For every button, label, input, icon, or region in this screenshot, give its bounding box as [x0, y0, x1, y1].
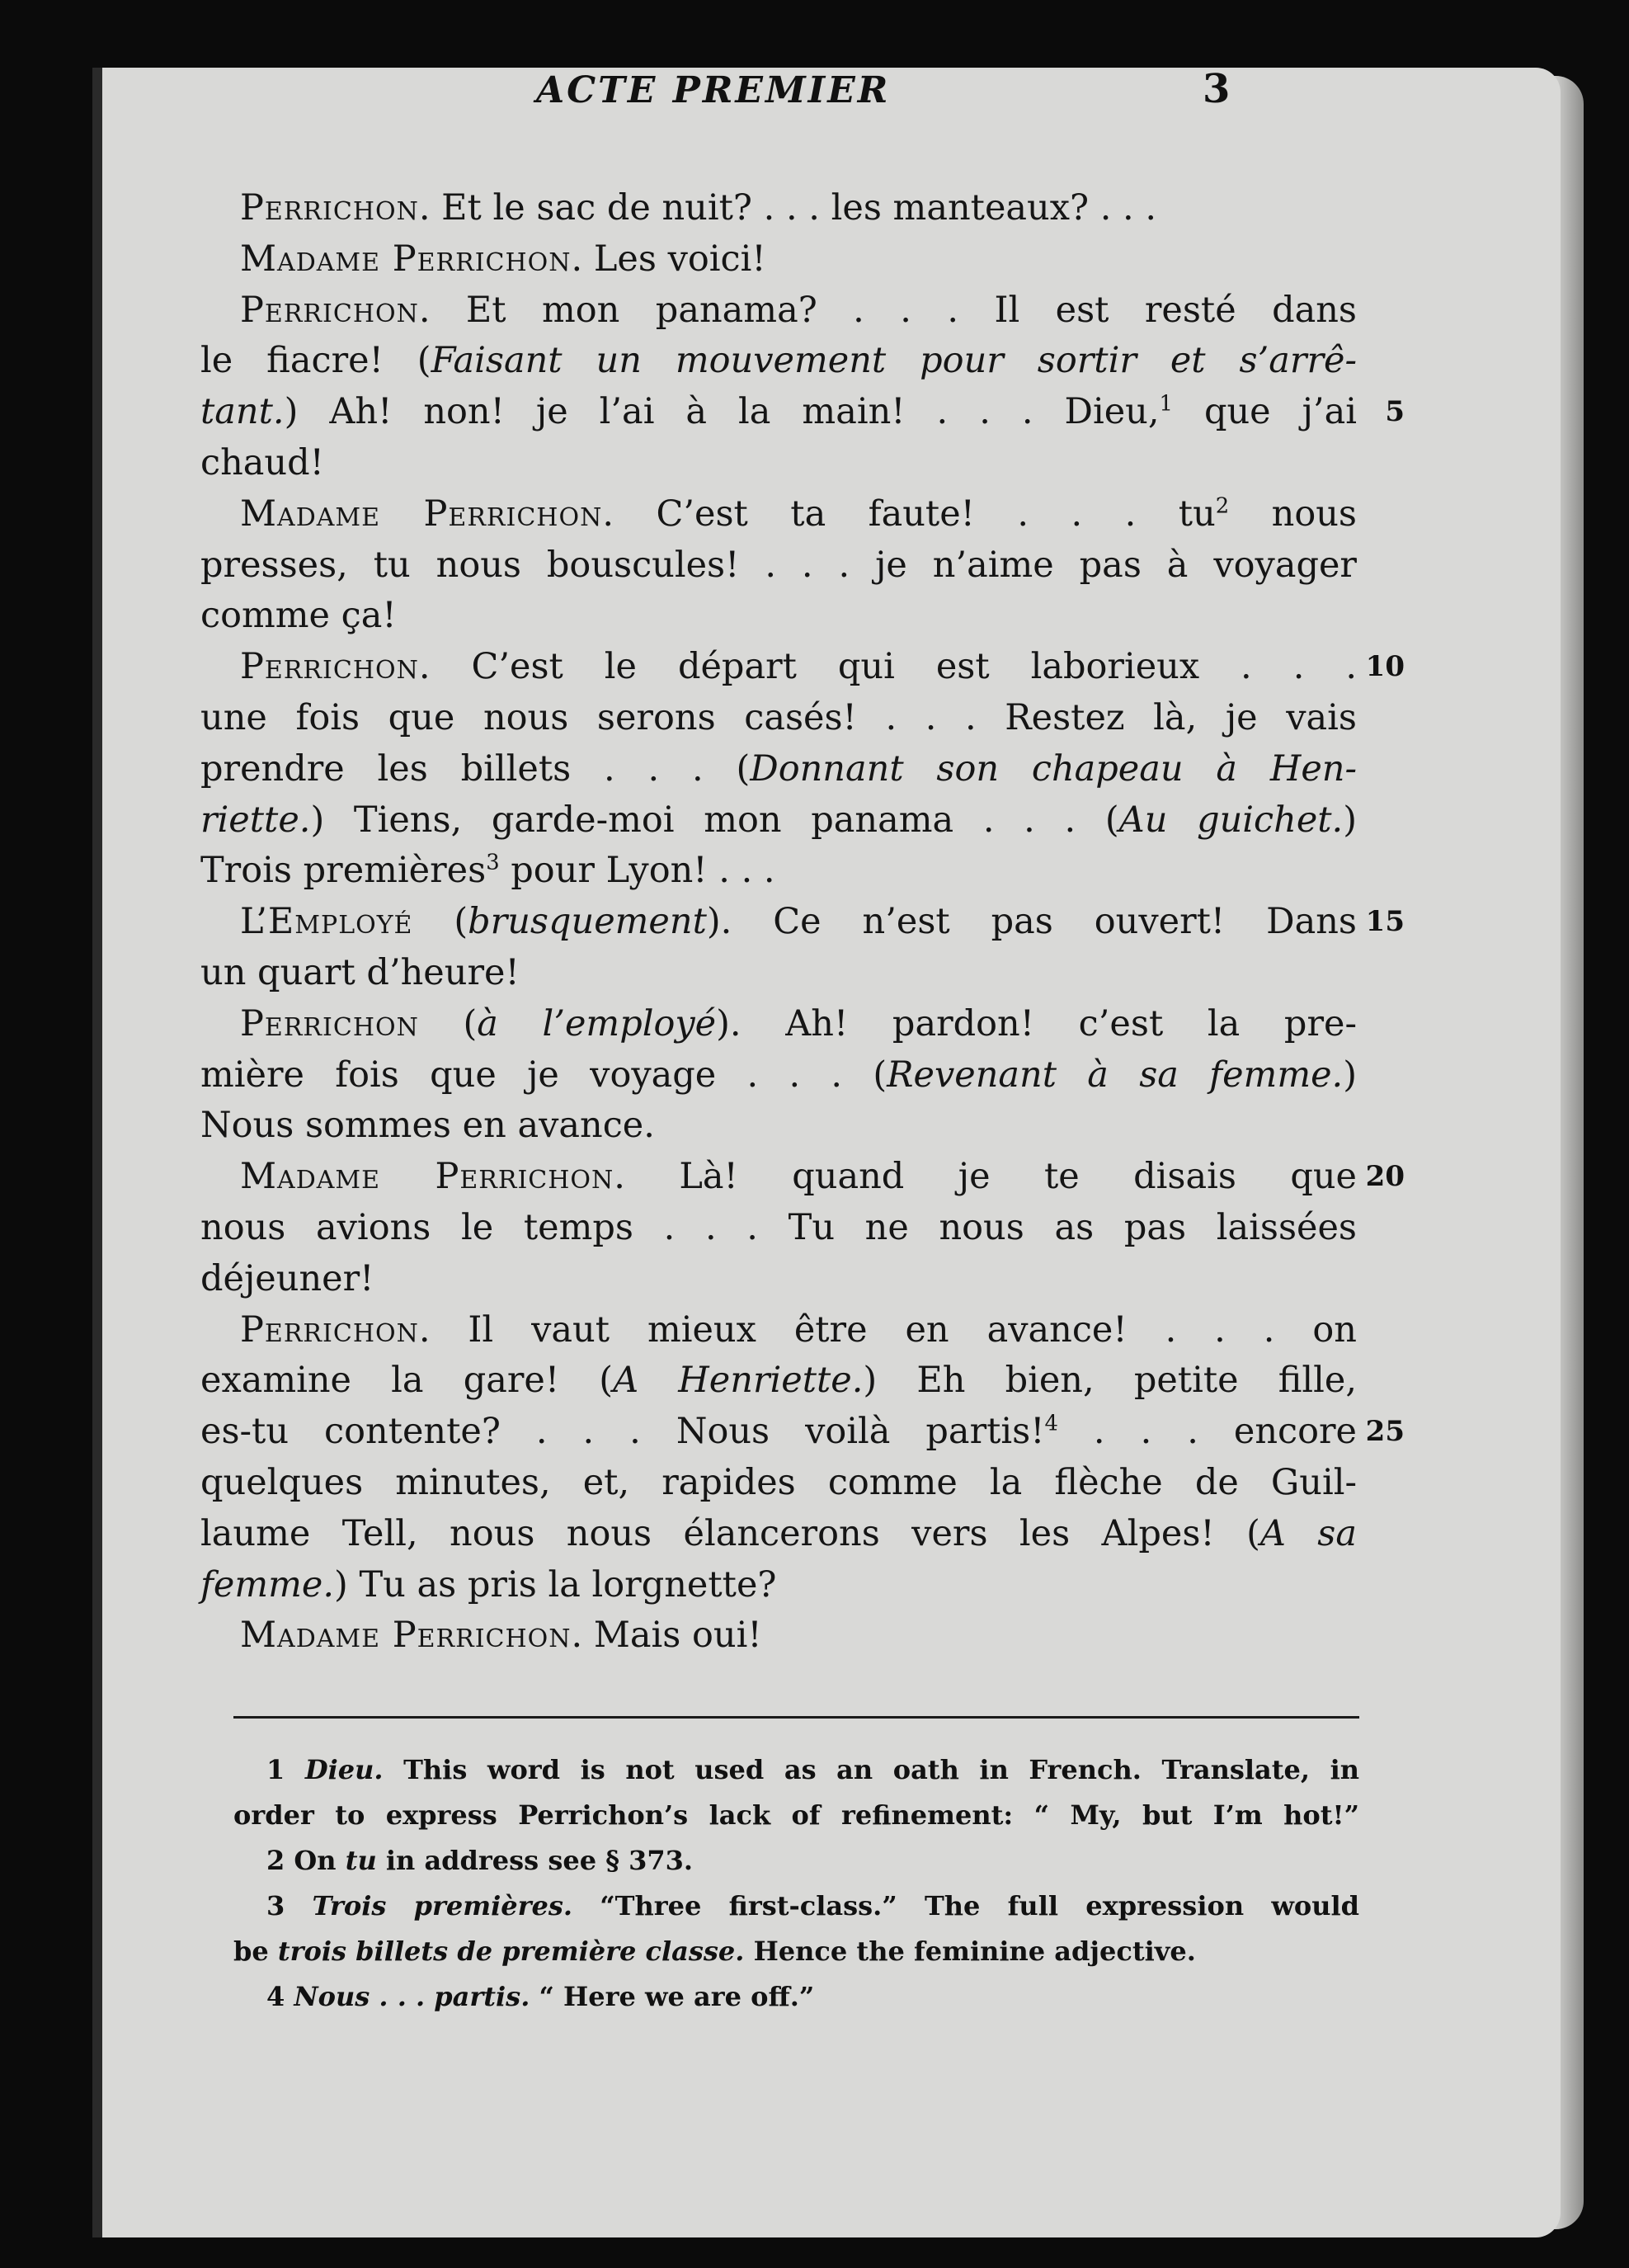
speaker-name: Madame Perrichon [240, 1615, 572, 1657]
footnote-line [233, 1838, 1359, 1884]
text-segment: Faisant un mouvement pour sortir et s’arrê- [431, 340, 1357, 382]
text-segment: examine la gare! ( [200, 1360, 614, 1402]
text-line [200, 285, 1357, 337]
running-head: ACTE PREMIER [536, 69, 891, 111]
text-line [200, 999, 1357, 1050]
text-segment: . Il vaut mieux être en avance! . . . on [418, 1308, 1357, 1351]
text-segment: un quart d’heure! [200, 951, 520, 993]
text-segment: 3 [266, 1890, 313, 1921]
page-number: 3 [1203, 66, 1231, 112]
body-text [200, 183, 1405, 1662]
line-number: 25 [1365, 1415, 1405, 1449]
text-line [200, 1560, 1357, 1611]
text-segment: prendre les billets . . . ( [200, 747, 751, 790]
speaker-name: L’Employé [240, 901, 413, 943]
footnote-line [233, 1929, 1359, 1974]
text-segment: chaud! [200, 441, 324, 483]
text-line [200, 795, 1357, 846]
text-segment: Trois premières. [312, 1890, 572, 1921]
text-segment: ) [1343, 799, 1358, 841]
text-segment: . Et le sac de nuit? . . . les manteaux? . . . [418, 187, 1157, 229]
text-line [200, 744, 1357, 795]
text-segment: trois billets de première classe. [277, 1936, 745, 1967]
speaker-name: Madame Perrichon [240, 238, 572, 280]
text-line [200, 540, 1357, 592]
text-line [200, 1356, 1357, 1407]
text-segment: ) [1343, 1054, 1357, 1096]
text-line [200, 438, 1357, 489]
text-segment: Nous . . . partis. [294, 1981, 530, 2012]
text-segment: déjeuner! [200, 1257, 374, 1299]
text-segment: tu [345, 1845, 377, 1876]
speaker-name: Madame Perrichon [240, 1156, 614, 1198]
text-segment: mière fois que je voyage . . . ( [200, 1054, 887, 1096]
text-segment: . Et mon panama? . . . Il est resté dans [418, 289, 1357, 331]
text-segment: le fiacre! ( [200, 340, 431, 382]
text-segment: . Les voici! [571, 238, 766, 280]
text-segment: es-tu contente? . . . Nous voilà partis! [200, 1411, 1045, 1453]
text-segment: A sa [1259, 1512, 1357, 1554]
text-line [200, 1152, 1405, 1203]
speaker-name: Madame Perrichon [240, 493, 603, 535]
text-line [200, 1050, 1357, 1101]
text-segment: in address see § 373. [376, 1845, 693, 1876]
text-segment: nous avions le temps . . . Tu ne nous as pas laissées [200, 1206, 1357, 1248]
text-segment: tant. [200, 391, 285, 433]
text-segment: This word is not used as an oath in French. Translate, in [383, 1754, 1360, 1785]
text-segment: Nous sommes en avance. [200, 1105, 655, 1147]
page-gutter [92, 68, 102, 2237]
text-segment: ( [412, 901, 468, 943]
text-line [200, 1407, 1405, 1458]
text-line [200, 489, 1357, 540]
footnote-line [233, 1793, 1359, 1838]
text-line [200, 897, 1405, 948]
text-line [200, 846, 1357, 897]
text-segment: Revenant à sa femme. [887, 1054, 1344, 1096]
text-segment: “Three first-class.” The full expression would [572, 1890, 1360, 1921]
text-segment: Hence the feminine adjective. [744, 1936, 1196, 1967]
speaker-name: Perrichon [240, 187, 419, 229]
footnote-line [233, 1884, 1359, 1929]
text-segment: ( [418, 1002, 478, 1044]
text-segment: be [233, 1936, 278, 1967]
text-segment: nous [1229, 493, 1357, 535]
text-line [200, 1203, 1357, 1254]
text-line [200, 387, 1405, 438]
text-line [200, 336, 1357, 387]
text-segment: order to express Perrichon’s lack of refinement: “ My, but I’m hot!” [233, 1799, 1359, 1831]
text-segment: 4 [266, 1981, 294, 2012]
text-segment: . . . encore [1057, 1411, 1357, 1453]
text-segment: Trois premières [200, 850, 487, 892]
text-segment: Donnant son chapeau à Hen- [750, 747, 1357, 790]
text-line [200, 642, 1405, 693]
text-line [200, 591, 1357, 642]
text-segment: . Mais oui! [571, 1615, 762, 1657]
text-segment: ) Tiens, garde-moi mon panama . . . ( [310, 799, 1119, 841]
footnote-line [233, 1974, 1359, 2020]
text-segment: 2 On [266, 1845, 346, 1876]
text-line [200, 1458, 1357, 1509]
text-segment: ) Eh bien, petite fille, [863, 1360, 1358, 1402]
speaker-name: Perrichon [240, 1308, 419, 1351]
footnote-ref: 3 [486, 851, 500, 876]
text-segment: 1 [266, 1754, 305, 1785]
footnotes [233, 1747, 1359, 2020]
text-segment: ) Ah! non! je l’ai à la main! . . . Dieu, [284, 391, 1160, 433]
text-segment: comme ça! [200, 595, 397, 637]
text-line [200, 1101, 1357, 1152]
footnote-rule [233, 1716, 1359, 1719]
speaker-name: Perrichon [240, 289, 419, 331]
text-segment: à l’employé [477, 1002, 717, 1044]
text-line [200, 1305, 1357, 1356]
text-segment: Dieu. [304, 1754, 384, 1785]
text-segment: . Là! quand je te disais que [614, 1156, 1357, 1198]
text-segment: ) Tu as pris la lorgnette? [334, 1563, 777, 1606]
text-line [200, 693, 1357, 744]
text-segment: brusquement [468, 901, 707, 943]
footnote-ref: 1 [1159, 391, 1173, 417]
text-segment: “ Here we are off.” [530, 1981, 815, 2012]
line-number: 5 [1385, 395, 1405, 429]
footnote-ref: 4 [1044, 1411, 1058, 1436]
text-segment: presses, tu nous bouscules! . . . je n’aime pas à voyager [200, 544, 1357, 586]
text-segment: pour Lyon! . . . [499, 850, 775, 892]
text-segment: femme. [200, 1563, 335, 1606]
line-number: 15 [1365, 905, 1405, 939]
line-number: 10 [1365, 650, 1405, 684]
text-line [200, 1610, 1357, 1662]
text-line [200, 948, 1357, 999]
text-segment: A Henriette. [613, 1360, 864, 1402]
text-line [200, 183, 1357, 234]
text-line [200, 1254, 1357, 1305]
text-segment: . C’est ta faute! . . . tu [602, 493, 1216, 535]
text-segment: laume Tell, nous nous élancerons vers les Alpes! ( [200, 1512, 1260, 1554]
footnote-ref: 2 [1215, 493, 1230, 519]
text-segment: ). Ah! pardon! c’est la pre- [716, 1002, 1357, 1044]
text-segment: riette. [200, 799, 311, 841]
text-line [200, 234, 1357, 285]
speaker-name: Perrichon [240, 1002, 419, 1044]
text-segment: une fois que nous serons casés! . . . Restez là, je vais [200, 696, 1357, 738]
text-segment: quelques minutes, et, rapides comme la flèche de Guil- [200, 1461, 1357, 1503]
line-number: 20 [1365, 1160, 1405, 1194]
text-segment: que j’ai [1172, 391, 1357, 433]
text-line [200, 1509, 1357, 1560]
speaker-name: Perrichon [240, 646, 419, 688]
footnote-line [233, 1747, 1359, 1793]
text-segment: ). Ce n’est pas ouvert! Dans [706, 901, 1357, 943]
text-segment: Au guichet. [1118, 799, 1344, 841]
text-segment: . C’est le départ qui est laborieux . . . [418, 646, 1357, 688]
